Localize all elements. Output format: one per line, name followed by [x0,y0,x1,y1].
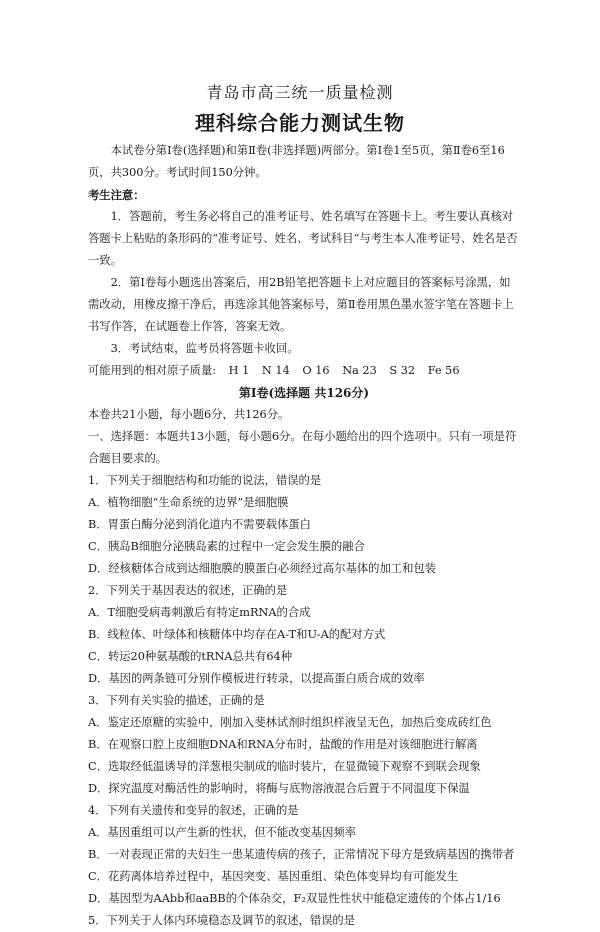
atomic-mass-fe: Fe 56 [427,364,460,377]
atomic-mass-n: N 14 [261,364,290,377]
question-2-option-a: A．T细胞受病毒刺激后有特定mRNA的合成 [88,606,311,619]
notice-item-1: 1．答题前，考生务必将自己的准考证号、姓名填写在答题卡上。考生要认真核对答题卡上粘贴的条形码的“准考证号、姓名、考试科目”与考生本人准考证号、姓名是否一致。 [88,210,518,267]
atomic-mass-h: H 1 [228,364,250,377]
question-3-option-c: C．选取经低温诱导的洋葱根尖制成的临时装片，在显微镜下观察不到联会现象 [88,760,481,773]
notice-heading: 考生注意： [88,188,145,202]
question-1-stem: 1．下列关于细胞结构和功能的说法，错误的是 [88,474,322,487]
question-4-option-a: A．基因重组可以产生新的性状，但不能改变基因频率 [88,826,356,839]
question-3-option-d: D．探究温度对酶活性的影响时，将酶与底物溶液混合后置于不同温度下保温 [88,782,470,795]
page-title: 青岛市高三统一质量检测 [206,83,394,102]
question-4-option-d: D．基因型为AAbb和aaBB的个体杂交，F₂双显性性状中能稳定遗传的个体占1/16 [88,892,501,905]
question-2-option-b: B．线粒体、叶绿体和核糖体中均存在A-T和U-A的配对方式 [88,628,386,641]
question-5-stem: 5．下列关于人体内环境稳态及调节的叙述，错误的是 [88,914,356,927]
question-1-option-d: D．经核糖体合成到达细胞膜的膜蛋白必须经过高尔基体的加工和包装 [88,562,436,575]
question-2-option-d: D．基因的两条链可分别作模板进行转录，以提高蛋白质合成的效率 [88,672,425,685]
page-subtitle: 理科综合能力测试生物 [195,111,405,135]
atomic-mass-na: Na 23 [342,364,377,377]
question-1-option-b: B．胃蛋白酶分泌到消化道内不需要载体蛋白 [88,518,311,531]
atomic-mass-o: O 16 [302,364,330,377]
atomic-mass-label: 可能用到的相对原子质量: [88,364,217,377]
question-4-option-c: C．花药离体培养过程中，基因突变、基因重组、染色体变异均有可能发生 [88,870,459,883]
intro-paragraph: 本试卷分第Ⅰ卷(选择题)和第Ⅱ卷(非选择题)两部分。第Ⅰ卷1至5页，第Ⅱ卷6至16页，共300分。考试时间150分钟。 [88,144,505,179]
question-4-stem: 4．下列有关遗传和变异的叙述，正确的是 [88,804,299,817]
exam-content [88,140,520,932]
notice-item-3: 3．考试结束，监考员将答题卡收回。 [110,342,299,355]
question-2-option-c: C．转运20种氨基酸的tRNA总共有64种 [88,650,293,663]
question-1-option-a: A．植物细胞“生命系统的边界”是细胞膜 [88,496,289,509]
atomic-mass-s: S 32 [389,364,416,377]
question-3-option-a: A．鉴定还原糖的实验中，刚加入斐林试剂时组织样液呈无色，加热后变成砖红色 [88,716,492,729]
question-3-option-b: B．在观察口腔上皮细胞DNA和RNA分布时，盐酸的作用是对该细胞进行解离 [88,738,478,751]
question-4-option-b: B．一对表现正常的夫妇生一患某遗传病的孩子，正常情况下母方是致病基因的携带者 [88,848,515,861]
section-title: 第Ⅰ卷(选择题 共126分) [238,386,370,400]
section-info: 本卷共21小题，每小题6分，共126分。 [88,408,290,421]
section-instruction: 一、选择题：本题共13小题，每小题6分。在每小题给出的四个选项中。只有一项是符合题目要求的。 [88,430,517,465]
question-1-option-c: C．胰岛B细胞分泌胰岛素的过程中一定会发生膜的融合 [88,540,365,553]
atomic-masses [88,360,520,382]
question-2-stem: 2．下列关于基因表达的叙述，正确的是 [88,584,288,597]
notice-item-2: 2．第Ⅰ卷每小题选出答案后，用2B铅笔把答题卡上对应题目的答案标号涂黑，如需改动，用橡皮擦干净后，再选涂其他答案标号，第Ⅱ卷用黑色墨水签字笔在答题卡上书写作答，在试题卷上作答，答案无效。 [88,276,514,333]
question-3-stem: 3．下列有关实验的描述，正确的是 [88,694,265,707]
